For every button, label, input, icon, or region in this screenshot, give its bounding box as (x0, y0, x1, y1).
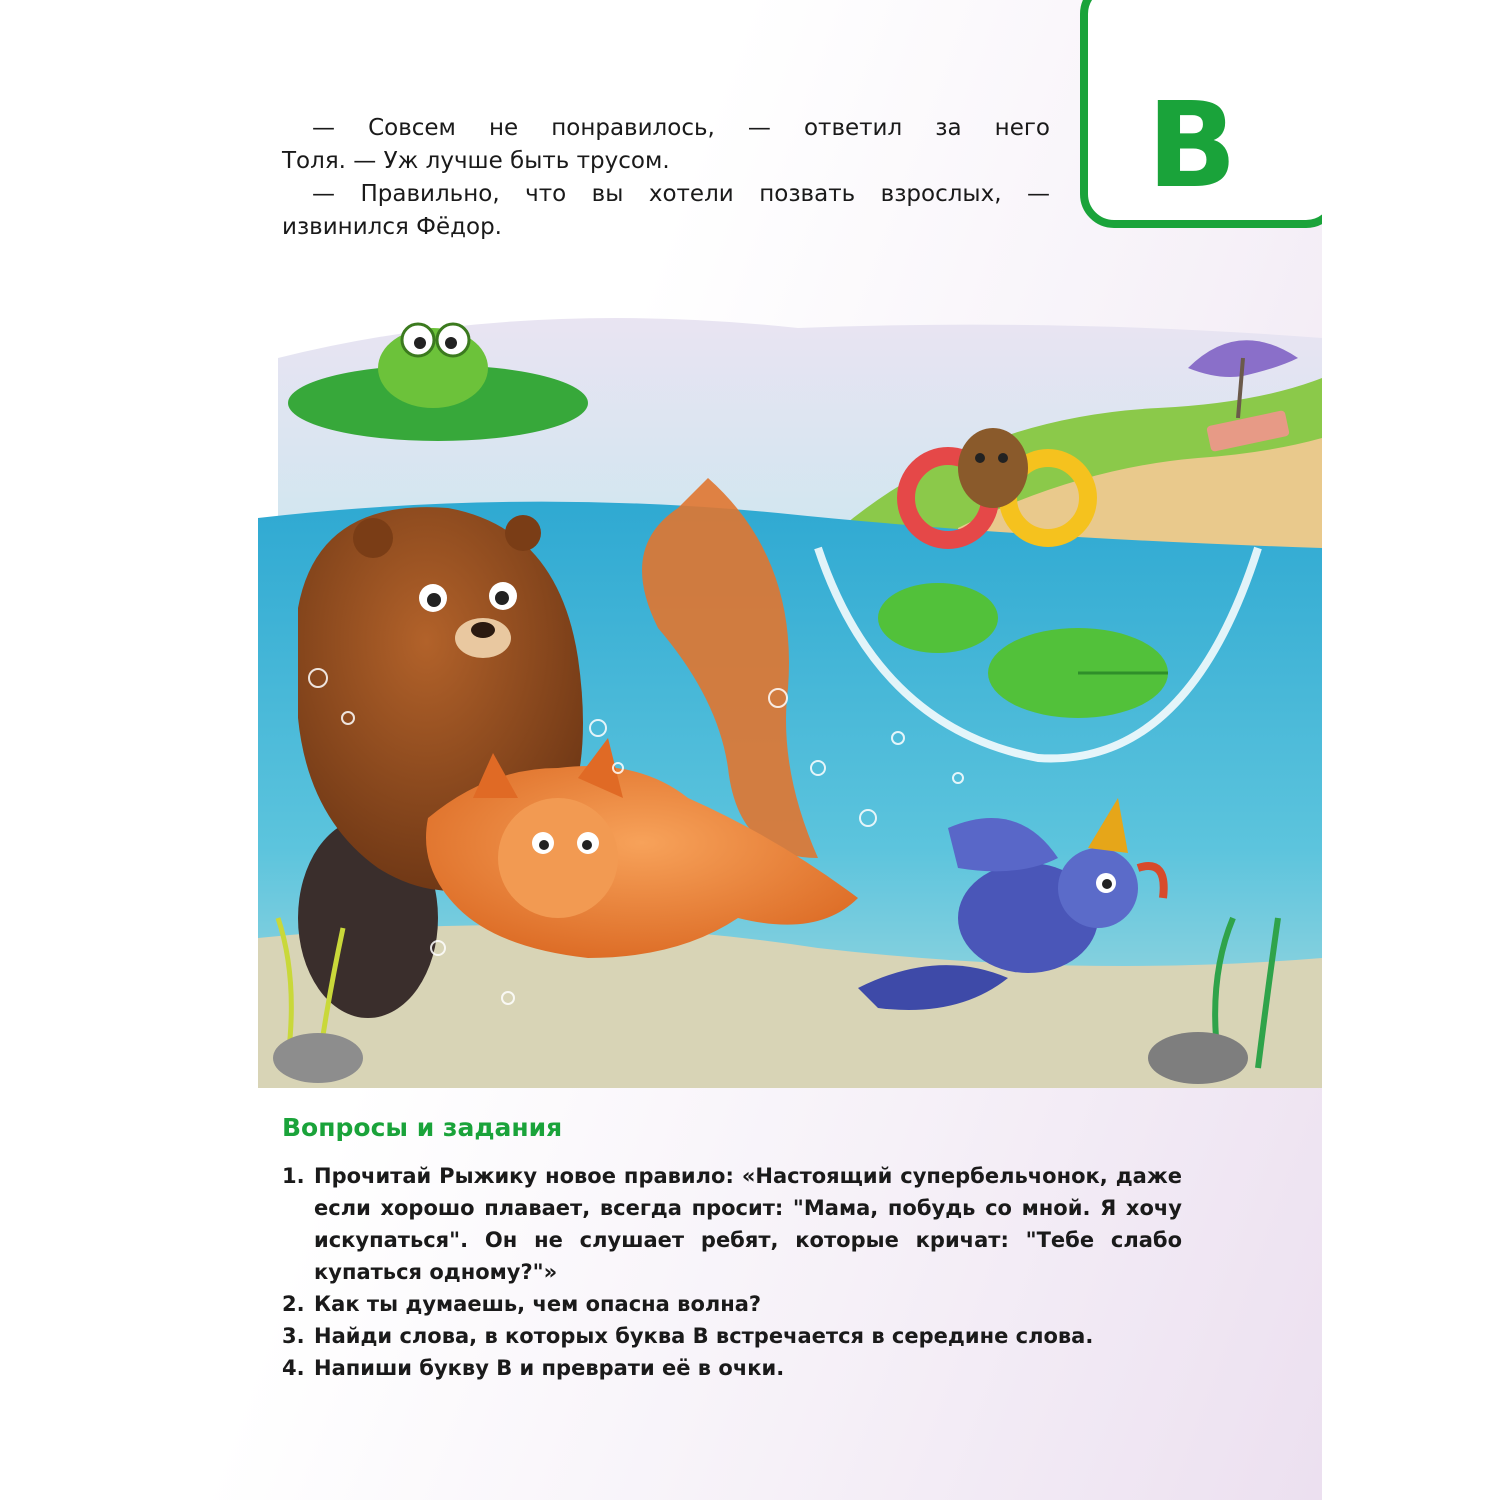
question-number-3: 3. (282, 1324, 305, 1348)
story-line-3: — Правильно, что вы хотели позвать взрослых, — (312, 181, 1050, 207)
questions-list (282, 1160, 1182, 1384)
story-line-2: Толя. — Уж лучше быть трусом. (282, 148, 670, 174)
chapter-letter: В (1147, 76, 1237, 214)
questions-title: Вопросы и задания (282, 1113, 563, 1142)
question-text-1: Прочитай Рыжику новое правило: «Настоящий супербельчонок, даже если хорошо плавает, всегда просит: "Мама, побудь со мной. Я хочу искупаться". Он не слушает ребят, которые кричат: "Тебе слабо купаться одному?"» (314, 1164, 1182, 1284)
story-line-1: — Совсем не понравилось, — ответил за него (312, 115, 1050, 141)
question-item-1 (282, 1160, 1182, 1288)
question-text-3: Найди слова, в которых буква В встречается в середине слова. (314, 1324, 1094, 1348)
question-text-2: Как ты думаешь, чем опасна волна? (314, 1292, 762, 1316)
story-text (282, 112, 1050, 244)
question-item-2 (282, 1288, 1182, 1320)
underwater-illustration (258, 298, 1322, 1088)
question-item-3 (282, 1320, 1182, 1352)
question-number-4: 4. (282, 1356, 305, 1380)
story-line-4: извинился Фёдор. (282, 214, 502, 240)
question-item-4 (282, 1352, 1182, 1384)
question-text-4: Напиши букву В и преврати её в очки. (314, 1356, 785, 1380)
question-number-1: 1. (282, 1164, 305, 1188)
question-number-2: 2. (282, 1292, 305, 1316)
